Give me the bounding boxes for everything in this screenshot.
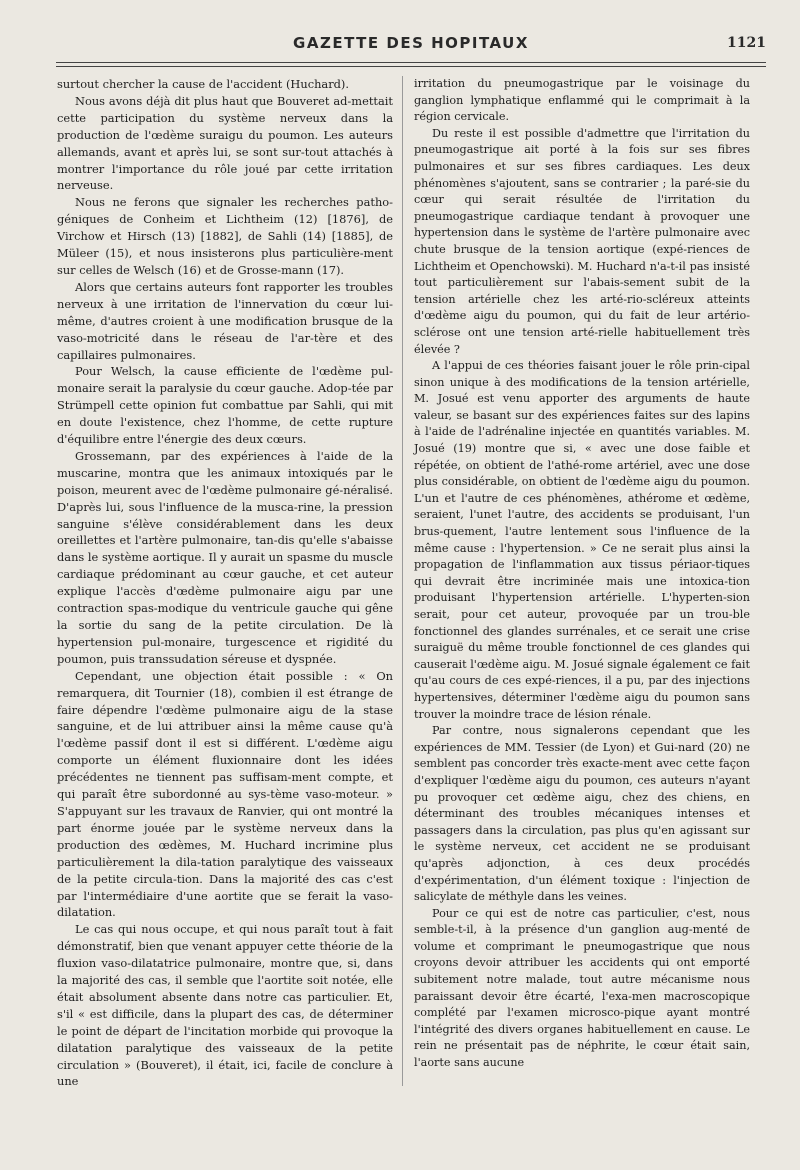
paragraph: surtout chercher la cause de l'accident (Huchard). (57, 77, 349, 91)
journal-title: GAZETTE DES HOPITAUX (293, 34, 529, 52)
paragraph: irritation du pneumogastrique par le voisinage du ganglion lymphatique enflammé qui le comprimait à la région cervicale. (414, 77, 750, 124)
paragraph: Nous avons déjà dit plus haut que Bouveret ad-mettait cette participation du système nerveux dans la production de l'œdème suraigu du poumon. Les auteurs allemands, avant et après lui, se sont sur-tout attachés à montrer l'importance du rôle joué par cette irritation nerveuse. (57, 93, 393, 193)
paragraph: A l'appui de ces théories faisant jouer le rôle prin-cipal sinon unique à des modifications de la tension artérielle, M. Josué est venu apporter des arguments de haute valeur, se basant sur des expériences faites sur des lapins à l'aide de l'adrénaline injectée en quantités variables. M. Josué (19) montre que si, « avec une dose faible et répétée, on obtient de l'athé-rome artériel, avec une dose plus considérable, on obtient de l'œdème aigu du poumon. L'un et l'autre de ces phénomènes, athérome et œdème, seraient, l'unet l'autre, des accidents se produisant, l'un brus-quement, l'autre lentement sous l'influence de la même cause : l'hypertension. » Ce ne serait plus ainsi la propagation de l'inflammation aux tissus périaor-tiques qui devrait être incriminée mais une intoxica-tion produisant l'hypertension artérielle. L'hyperten-sion serait, pour cet auteur, provoquée par un trou-ble fonctionnel des glandes surrénales, et ce serait une crise suraiguë du même trouble fonctionnel de ces glandes qui causerait l'œdème aigu. M. Josué signale également ce fait qu'au cours de ces expé-riences, il a pu, par des injections hypertensives, déterminer l'œdème aigu du poumon sans trouver la moindre trace de lésion rénale. (414, 359, 750, 721)
right-column (414, 76, 750, 1072)
paragraph: Cependant, une objection était possible : « On remarquera, dit Tournier (18), combien il est étrange de faire dépendre l'œdème pulmonaire aigu de la stase sanguine, et de lui attribuer ainsi la même cause qu'à l'œdème passif dont il est si différent. L'œdème aigu comporte un élément fluxionnaire dont les idées précédentes ne tiennent pas suffisam-ment compte, et qui paraît être subordonné au sys-tème vaso-moteur. » S'appuyant sur les travaux de Ranvier, qui ont montré la part énorme jouée par le système nerveux dans la production des œdèmes, M. Huchard incrimine plus particulièrement la dila-tation paralytique des vaisseaux de la petite circula-tion. Dans la majorité des cas c'est par l'intermédiaire d'une aortite que se ferait la vaso-dilatation. (57, 668, 393, 920)
paragraph: Nous ne ferons que signaler les recherches patho-géniques de Conheim et Lichtheim (12) [1876], de Virchow et Hirsch (13) [1882], de Sahli (14) [1885], de Müleer (15), et nous insisterons plus particulière-ment sur celles de Welsch (16) et de Grosse-mann (17). (57, 195, 393, 277)
paragraph: Par contre, nous signalerons cependant que les expériences de MM. Tessier (de Lyon) et Gui-nard (20) ne semblent pas concorder très exacte-ment avec cette façon d'expliquer l'œdème aigu du poumon, ces auteurs n'ayant pu provoquer cet œdème aigu, chez des chiens, en déterminant des troubles mécaniques intenses et passagers dans la circulation, pas plus qu'en agissant sur le système nerveux, cet accident ne se produisant qu'après adjonction, à ces deux procédés d'expérimentation, d'un élément toxique : l'injection de salicylate de méthyle dans les veines. (414, 724, 750, 904)
paragraph: Du reste il est possible d'admettre que l'irritation du pneumogastrique ait porté à la fois sur ses fibres pulmonaires et sur ses fibres cardiaques. Les deux phénomènes s'ajoutent, sans se contrarier ; la paré-sie du cœur qui serait résultée de l'irritation du pneumogastrique cardiaque tendant à provoquer une hypertension dans le système de l'artère pulmonaire avec chute brusque de la tension aortique (expé-riences de Lichtheim et Openchowski). M. Huchard n'a-t-il pas insisté tout particulièrement sur l'abais-sement subit de la tension artérielle chez les arté-rio-scléreux atteints d'œdème aigu du poumon, qui du fait de leur artério-sclérose ont une tension arté-rielle habituellement très élevée ? (414, 126, 750, 356)
paragraph: Grossemann, par des expériences à l'aide de la muscarine, montra que les animaux intoxiqués par le poison, meurent avec de l'œdème pulmonaire gé-néralisé. D'après lui, sous l'influence de la musca-rine, la pression sanguine s'élève considérablement dans les deux oreillettes et l'artère pulmonaire, tan-dis qu'elle s'abaisse dans le système aortique. Il y aurait un spasme du muscle cardiaque prédominant au cœur gauche, et cet auteur explique l'accès d'œdème pulmonaire aigu par une contraction spas-modique du ventricule gauche qui gêne la sortie du sang de la petite circulation. De là hypertension pul-monaire, turgescence et rigidité du poumon, puis transsudation séreuse et dyspnée. (57, 448, 393, 666)
header-rule-thin (56, 66, 766, 67)
page-header (56, 34, 766, 60)
paragraph: Le cas qui nous occupe, et qui nous paraît tout à fait démonstratif, bien que venant appuyer cette théorie de la fluxion vaso-dilatatrice pulmonaire, montre que, si, dans la majorité des cas, il semble que l'aortite soit notée, elle était absolument absente dans notre cas particulier. Et, s'il « est difficile, dans la plupart des cas, de déterminer le point de départ de l'incitation morbide qui provoque la dilatation paralytique des vaisseaux de la petite circulation » (Bouveret), il était, ici, facile de conclure à une (57, 922, 393, 1089)
paragraph: Alors que certains auteurs font rapporter les troubles nerveux à une irritation de l'innervation du cœur lui-même, d'autres croient à une modification brusque de la vaso-motricité dans le réseau de l'ar-tère et des capillaires pulmonaires. (57, 279, 393, 362)
paragraph: Pour ce qui est de notre cas particulier, c'est, nous semble-t-il, à la présence d'un ganglion aug-menté de volume et comprimant le pneumogastrique que nous croyons devoir attribuer les accidents qui ont emporté subitement notre malade, tout autre mécanisme nous paraissant devoir être écarté, l'exa-men macroscopique complété par l'examen microsco-pique ayant montré l'intégrité des divers organes habituellement en cause. Le rein ne présentait pas de néphrite, le cœur était sain, l'aorte sans aucune (414, 906, 750, 1070)
paragraph: Pour Welsch, la cause efficiente de l'œdème pul-monaire serait la paralysie du cœur gauche. Adop-tée par Strümpell cette opinion fut combattue par Sahli, qui mit en doute l'existence, chez l'homme, de cette rupture d'équilibre entre l'énergie des deux cœurs. (57, 364, 393, 447)
page-number: 1121 (727, 35, 766, 51)
left-column (57, 76, 393, 1090)
column-divider (402, 76, 403, 1086)
header-rule (56, 62, 766, 63)
